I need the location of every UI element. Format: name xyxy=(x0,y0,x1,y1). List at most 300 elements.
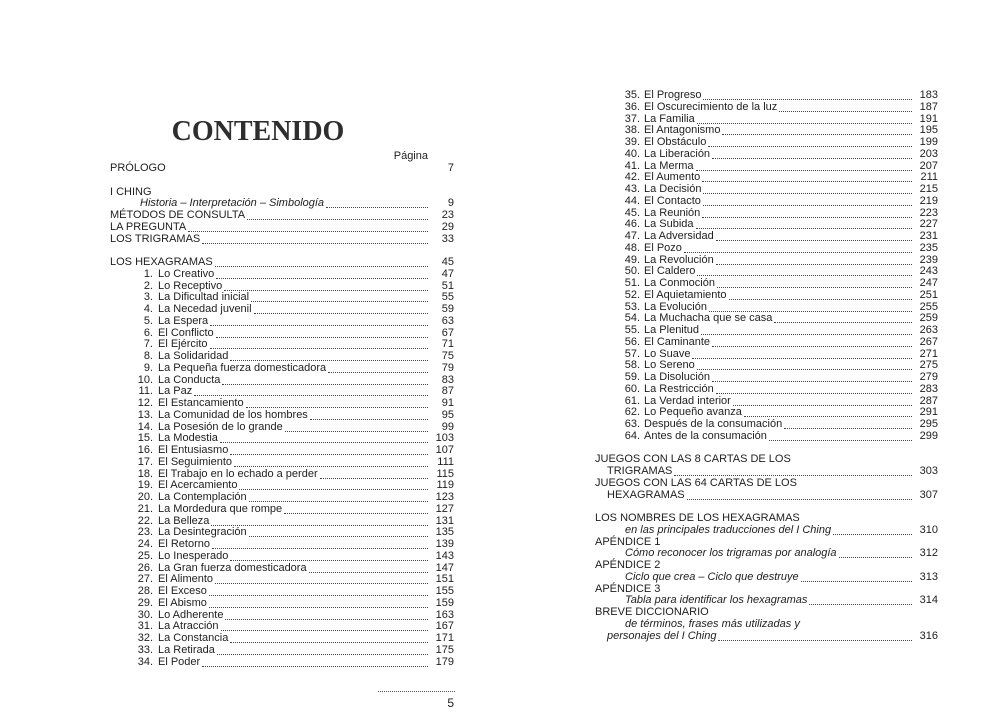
toc-page-number: 255 xyxy=(919,300,938,313)
dot-leader xyxy=(254,304,428,314)
toc-hexagram-entry xyxy=(110,398,454,410)
hexagram-name: La Constancia xyxy=(158,632,229,644)
dot-leader xyxy=(328,363,428,373)
hexagram-name: El Oscurecimiento de la luz xyxy=(644,100,778,113)
toc-page-number: 313 xyxy=(919,570,938,583)
hexagram-number: 22. xyxy=(137,514,153,527)
hexagram-name: La Gran fuerza domesticadora xyxy=(158,561,307,574)
toc-entry-games-hexagrams xyxy=(595,478,938,490)
toc-entry-label: MÉTODOS DE CONSULTA xyxy=(110,209,246,221)
hexagram-number: 1. xyxy=(143,267,153,280)
dot-leader xyxy=(801,572,912,582)
toc-page-number: 263 xyxy=(919,324,938,336)
toc-page-number: 155 xyxy=(435,585,454,597)
toc-page-number: 267 xyxy=(919,335,938,348)
dot-leader xyxy=(209,598,428,608)
dot-leader xyxy=(697,360,912,370)
toc-page-number: 29 xyxy=(441,220,454,233)
dot-leader xyxy=(246,398,428,408)
dot-leader xyxy=(217,645,428,655)
toc-page-number: 239 xyxy=(919,253,938,266)
toc-entry-label: LOS NOMBRES DE LOS HEXAGRAMAS xyxy=(595,512,800,524)
toc-entry-label: BREVE DICCIONARIO xyxy=(595,606,709,618)
dot-leader xyxy=(716,255,912,265)
spacer xyxy=(166,163,431,175)
toc-hexagram-entry xyxy=(110,457,454,469)
toc-hexagram-entry xyxy=(110,492,454,504)
toc-page-number: 287 xyxy=(919,394,938,407)
dot-leader xyxy=(212,539,428,549)
toc-hexagram-entry xyxy=(595,196,938,208)
dot-leader xyxy=(249,492,428,502)
hexagram-name: Lo Inesperado xyxy=(158,549,229,562)
toc-page-number: 312 xyxy=(919,547,938,560)
hexagram-name: El Seguimiento xyxy=(158,455,232,468)
toc-page-number: 123 xyxy=(435,491,454,503)
dot-leader xyxy=(696,219,912,229)
hexagram-number: 12. xyxy=(137,397,153,409)
dot-leader xyxy=(839,548,912,558)
toc-page-number: 63 xyxy=(441,314,454,327)
dot-leader xyxy=(716,384,912,394)
hexagram-name: El Pozo xyxy=(644,241,682,254)
toc-page-number: 147 xyxy=(435,561,454,574)
toc-entry-label: JUEGOS CON LAS 8 CARTAS DE LOS xyxy=(595,453,791,466)
hexagram-number: 24. xyxy=(137,538,153,550)
hexagram-name: Lo Sereno xyxy=(644,359,695,372)
toc-page-number: 79 xyxy=(441,361,454,374)
toc-hexagram-entry xyxy=(595,419,938,431)
dot-leader xyxy=(712,372,912,382)
toc-entry-dictionary-subtitle-cont xyxy=(595,631,938,643)
toc-hexagram-entry xyxy=(595,102,938,114)
toc-page-number: 223 xyxy=(919,206,938,219)
dot-leader xyxy=(717,278,912,288)
hexagram-number: 8. xyxy=(143,350,153,362)
toc-entry-prologue xyxy=(110,163,454,175)
hexagram-name: El Progreso xyxy=(644,89,702,101)
toc-page-number: 119 xyxy=(436,479,454,492)
toc-page-number: 295 xyxy=(919,418,938,430)
toc-page-number: 55 xyxy=(441,291,454,304)
dot-leader xyxy=(230,551,428,561)
hexagram-number: 38. xyxy=(624,124,640,137)
toc-hexagram-entry xyxy=(110,504,454,516)
toc-page-number: 316 xyxy=(919,629,938,642)
toc-page-number: 33 xyxy=(441,232,454,245)
hexagram-name: El Conflicto xyxy=(158,326,214,339)
toc-entry-label: LA PREGUNTA xyxy=(110,220,187,233)
dot-leader xyxy=(684,243,912,253)
hexagram-name: El Antagonismo xyxy=(644,124,721,137)
hexagram-number: 15. xyxy=(137,432,153,445)
toc-page-number: 275 xyxy=(919,359,938,372)
dot-leader xyxy=(202,657,428,667)
dot-leader xyxy=(701,325,912,335)
hexagram-name: La Necedad juvenil xyxy=(158,303,252,315)
dot-leader xyxy=(716,231,912,241)
toc-page-number: 99 xyxy=(441,420,454,433)
hexagram-name: Lo Suave xyxy=(644,347,691,360)
toc-hexagram-entry xyxy=(110,304,454,316)
hexagram-name: El Caminante xyxy=(644,335,711,348)
toc-page-number: 247 xyxy=(919,277,938,289)
dot-leader xyxy=(194,386,428,396)
hexagram-number: 33. xyxy=(137,643,153,656)
hexagram-number: 27. xyxy=(137,573,153,586)
dot-leader xyxy=(703,90,912,100)
dot-leader xyxy=(809,595,912,605)
hexagram-name: La Restricción xyxy=(644,382,714,395)
hexagram-number: 36. xyxy=(624,100,640,113)
toc-page-number: 103 xyxy=(435,432,454,445)
hexagram-number: 45. xyxy=(624,206,640,219)
toc-page-number: 59 xyxy=(441,303,454,315)
dot-leader xyxy=(230,351,428,361)
toc-page-number: 151 xyxy=(435,573,454,586)
toc-page-number: 271 xyxy=(919,347,938,360)
hexagram-number: 47. xyxy=(624,230,640,242)
toc-entry-hexagrams xyxy=(110,257,454,269)
dot-leader xyxy=(326,198,428,208)
hexagram-name: La Belleza xyxy=(158,514,210,527)
dot-leader xyxy=(225,610,428,620)
toc-page-number: 159 xyxy=(435,596,454,609)
toc-page-number: 175 xyxy=(435,643,454,656)
toc-right-column xyxy=(595,90,938,642)
hexagram-number: 28. xyxy=(137,585,153,597)
toc-hexagram-entry xyxy=(110,351,454,363)
dot-leader xyxy=(674,466,912,476)
toc-hexagram-entry xyxy=(110,410,454,422)
hexagram-name: El Abismo xyxy=(158,596,207,609)
hexagram-number: 53. xyxy=(624,300,640,313)
hexagram-number: 2. xyxy=(143,279,153,292)
hexagram-name: La Adversidad xyxy=(644,230,714,242)
toc-hexagram-entry xyxy=(595,90,938,102)
hexagram-name: El Caldero xyxy=(644,265,696,278)
dot-leader xyxy=(249,527,428,537)
hexagram-number: 57. xyxy=(624,347,640,360)
toc-entry-label: APÉNDICE 3 xyxy=(595,582,661,595)
toc-entry-subtitle: Ciclo que crea – Ciclo que destruye xyxy=(625,570,799,583)
toc-hexagram-entry xyxy=(110,551,454,563)
dot-leader xyxy=(209,586,428,596)
hexagram-name: La Reunión xyxy=(644,206,701,219)
hexagram-number: 41. xyxy=(624,159,640,172)
dot-leader xyxy=(247,210,428,220)
toc-page-number: 115 xyxy=(436,467,454,480)
toc-page-number: 303 xyxy=(919,465,938,477)
dot-leader xyxy=(216,328,428,338)
toc-page-number: 7 xyxy=(447,162,454,174)
dot-leader xyxy=(687,490,912,500)
hexagram-number: 40. xyxy=(624,147,640,160)
toc-entry-label: PRÓLOGO xyxy=(110,162,166,174)
toc-page-number: 299 xyxy=(919,429,938,442)
hexagram-number: 5. xyxy=(143,314,153,327)
toc-page-number: 203 xyxy=(919,147,938,160)
toc-page-number: 171 xyxy=(435,632,454,644)
hexagram-name: La Espera xyxy=(158,314,209,327)
dot-leader xyxy=(310,410,428,420)
footer-dotted-rule xyxy=(378,691,455,692)
hexagram-name: La Plenitud xyxy=(644,324,700,336)
hexagram-number: 29. xyxy=(137,596,153,609)
hexagram-number: 48. xyxy=(624,241,640,254)
dot-leader xyxy=(211,516,428,526)
toc-page-number: 310 xyxy=(919,523,938,536)
toc-entry-label: LOS HEXAGRAMAS xyxy=(110,256,213,268)
dot-leader xyxy=(220,433,428,443)
hexagram-number: 20. xyxy=(137,491,153,503)
toc-page-number: 91 xyxy=(441,397,454,409)
hexagram-number: 30. xyxy=(137,608,153,621)
hexagram-name: El Contacto xyxy=(644,194,701,207)
toc-entry-label: HEXAGRAMAS xyxy=(607,488,685,501)
dot-leader xyxy=(188,222,428,232)
toc-hexagram-entry xyxy=(595,231,938,243)
toc-entry-question xyxy=(110,222,454,234)
hexagram-number: 51. xyxy=(624,277,640,289)
toc-page-number: 23 xyxy=(441,209,454,221)
hexagram-name: Lo Pequeño avanza xyxy=(644,406,742,419)
toc-page-number: 314 xyxy=(919,594,938,607)
hexagram-number: 11. xyxy=(138,385,153,398)
dot-leader xyxy=(284,504,428,514)
toc-hexagram-entry xyxy=(110,633,454,645)
hexagram-number: 10. xyxy=(137,373,153,386)
hexagram-name: La Subida xyxy=(644,218,694,231)
hexagram-name: La Liberación xyxy=(644,147,711,160)
hexagram-name: El Acercamiento xyxy=(158,479,238,492)
hexagram-number: 49. xyxy=(624,253,640,266)
toc-entry-subtitle: de términos, frases más utilizadas y xyxy=(625,617,800,630)
dot-leader xyxy=(239,480,428,490)
toc-page-number: 219 xyxy=(919,194,938,207)
toc-page-number: 183 xyxy=(919,89,938,101)
toc-hexagram-entry xyxy=(110,598,454,610)
toc-page-number: 95 xyxy=(441,408,454,421)
hexagram-name: El Retorno xyxy=(158,538,210,550)
toc-page-number: 139 xyxy=(435,538,454,550)
dot-leader xyxy=(234,457,428,467)
toc-page-number: 207 xyxy=(919,159,938,172)
toc-page-number: 191 xyxy=(919,112,938,125)
toc-hexagram-entry xyxy=(595,149,938,161)
hexagram-name: La Mordedura que rompe xyxy=(158,502,283,515)
toc-page-number: 307 xyxy=(919,488,938,501)
dot-leader xyxy=(697,266,912,276)
hexagram-name: La Verdad interior xyxy=(644,394,731,407)
toc-hexagram-entry xyxy=(595,325,938,337)
dot-leader xyxy=(224,281,428,291)
dot-leader xyxy=(708,137,912,147)
dot-leader xyxy=(210,339,428,349)
hexagram-name: La Revolución xyxy=(644,253,714,266)
toc-page-number: 83 xyxy=(441,373,454,386)
hexagram-number: 39. xyxy=(624,136,640,148)
hexagram-name: La Paz xyxy=(158,385,193,398)
toc-page-number: 47 xyxy=(441,267,454,280)
dot-leader xyxy=(733,396,912,406)
hexagram-number: 13. xyxy=(137,408,153,421)
toc-entry-games-trigrams-cont xyxy=(595,466,938,478)
toc-entry-subtitle: en las principales traducciones del I Ching xyxy=(625,523,832,536)
hexagram-number: 43. xyxy=(624,183,640,195)
hexagram-name: El Aumento xyxy=(644,171,701,184)
hexagram-number: 17. xyxy=(137,455,153,468)
toc-page-number: 235 xyxy=(919,241,938,254)
toc-page-number: 107 xyxy=(435,444,454,456)
toc-entry-label: LOS TRIGRAMAS xyxy=(110,232,201,245)
toc-hexagram-entry xyxy=(595,137,938,149)
toc-page-number: 45 xyxy=(441,256,454,268)
hexagram-number: 6. xyxy=(143,326,153,339)
hexagram-name: La Evolución xyxy=(644,300,707,313)
toc-page-number: 163 xyxy=(435,608,454,621)
toc-page-number: 71 xyxy=(441,338,454,351)
toc-hexagram-entry xyxy=(110,539,454,551)
hexagram-name: Lo Receptivo xyxy=(158,279,223,292)
dot-leader xyxy=(702,172,912,182)
toc-entry-label: I CHING xyxy=(110,185,152,198)
toc-page-number: 199 xyxy=(919,136,938,148)
toc-page-number: 111 xyxy=(437,455,454,468)
toc-page-number: 283 xyxy=(919,382,938,395)
page-column-label: Página xyxy=(393,150,428,162)
hexagram-number: 23. xyxy=(137,526,153,539)
toc-page-number: 279 xyxy=(919,371,938,383)
toc-page-number: 251 xyxy=(919,288,938,301)
dot-leader xyxy=(779,102,912,112)
hexagram-number: 60. xyxy=(624,382,640,395)
toc-hexagram-entry xyxy=(110,657,454,669)
toc-hexagram-entry xyxy=(110,445,454,457)
toc-hexagram-entry xyxy=(595,337,938,349)
toc-hexagram-entry xyxy=(110,363,454,375)
toc-entry-label: APÉNDICE 2 xyxy=(595,559,661,571)
hexagram-number: 56. xyxy=(624,335,640,348)
toc-entry-label: JUEGOS CON LAS 64 CARTAS DE LOS xyxy=(595,476,797,489)
hexagram-number: 18. xyxy=(137,467,153,480)
toc-entry-appendix-2-subtitle xyxy=(595,572,938,584)
dot-leader xyxy=(703,184,912,194)
dot-leader xyxy=(696,161,912,171)
dot-leader xyxy=(216,269,428,279)
hexagram-name: El Obstáculo xyxy=(644,136,707,148)
hexagram-number: 62. xyxy=(624,406,640,419)
dot-leader xyxy=(692,349,912,359)
hexagram-name: La Disolución xyxy=(644,371,711,383)
hexagram-name: La Merma xyxy=(644,159,694,172)
toc-entry-subtitle: personajes del I Ching xyxy=(607,629,717,642)
toc-entry-dictionary xyxy=(595,607,938,619)
hexagram-number: 50. xyxy=(624,265,640,278)
hexagram-name: La Contemplación xyxy=(158,491,247,503)
dot-leader xyxy=(221,621,428,631)
toc-page-number: 215 xyxy=(919,183,938,195)
hexagram-number: 26. xyxy=(137,561,153,574)
dot-leader xyxy=(309,563,428,573)
hexagram-name: El Poder xyxy=(158,655,201,668)
dot-leader xyxy=(702,208,912,218)
dot-leader xyxy=(729,290,912,300)
toc-page-number: 195 xyxy=(919,124,938,137)
toc-page-number: 75 xyxy=(441,350,454,362)
dot-leader xyxy=(712,149,912,159)
hexagram-number: 21. xyxy=(137,502,153,515)
hexagram-name: Antes de la consumación xyxy=(644,429,767,442)
toc-page-number: 231 xyxy=(919,230,938,242)
hexagram-number: 19. xyxy=(137,479,153,492)
toc-entry-label: TRIGRAMAS xyxy=(607,465,673,477)
hexagram-name: La Conmoción xyxy=(644,277,715,289)
toc-entry-trigrams xyxy=(110,234,454,246)
toc-hexagram-entry xyxy=(595,243,938,255)
toc-entry-subtitle: Historia – Interpretación – Simbología xyxy=(140,197,325,210)
toc-page-number: 211 xyxy=(920,171,938,184)
toc-page-number: 259 xyxy=(919,312,938,325)
dot-leader xyxy=(285,422,428,432)
hexagram-number: 3. xyxy=(143,291,153,304)
hexagram-number: 14. xyxy=(137,420,153,433)
toc-hexagram-entry xyxy=(110,645,454,657)
hexagram-name: El Aquietamiento xyxy=(644,288,727,301)
toc-page-number: 227 xyxy=(919,218,938,231)
toc-entry-subtitle: Cómo reconocer los trigramas por analogía xyxy=(625,547,837,560)
hexagram-name: La Decisión xyxy=(644,183,702,195)
toc-hexagram-entry xyxy=(110,269,454,281)
hexagram-name: El Exceso xyxy=(158,585,207,597)
hexagram-name: El Alimento xyxy=(158,573,214,586)
dot-leader xyxy=(320,469,428,479)
hexagram-number: 46. xyxy=(624,218,640,231)
dot-leader xyxy=(709,302,912,312)
hexagram-number: 64. xyxy=(624,429,640,442)
toc-hexagram-entry xyxy=(110,586,454,598)
dot-leader xyxy=(202,234,428,244)
toc-page-number: 51 xyxy=(441,279,454,292)
hexagram-name: Después de la consumación xyxy=(644,418,783,430)
dot-leader xyxy=(712,337,912,347)
toc-page-number: 135 xyxy=(435,526,454,539)
folio-page-number: 5 xyxy=(447,696,454,710)
hexagram-name: La Posesión de lo grande xyxy=(158,420,283,433)
hexagram-number: 31. xyxy=(137,620,153,633)
toc-hexagram-entry xyxy=(595,431,938,443)
toc-page-number: 291 xyxy=(919,406,938,419)
hexagram-list xyxy=(595,90,938,443)
toc-entry-names-subtitle xyxy=(595,525,938,537)
toc-page-number: 179 xyxy=(435,655,454,668)
toc-entry-methods xyxy=(110,210,454,222)
hexagram-number: 9. xyxy=(143,361,153,374)
toc-left-column xyxy=(110,163,454,668)
dot-leader xyxy=(718,631,912,641)
hexagram-name: La Comunidad de los hombres xyxy=(158,408,308,421)
dot-leader xyxy=(774,313,912,323)
hexagram-number: 4. xyxy=(143,303,153,315)
hexagram-name: La Desintegración xyxy=(158,526,247,539)
hexagram-name: La Modestia xyxy=(158,432,218,445)
hexagram-name: La Atracción xyxy=(158,620,219,633)
dot-leader xyxy=(744,407,912,417)
dot-leader xyxy=(769,431,912,441)
dot-leader xyxy=(703,196,912,206)
toc-entry-names xyxy=(595,513,938,525)
hexagram-number: 32. xyxy=(137,632,153,644)
